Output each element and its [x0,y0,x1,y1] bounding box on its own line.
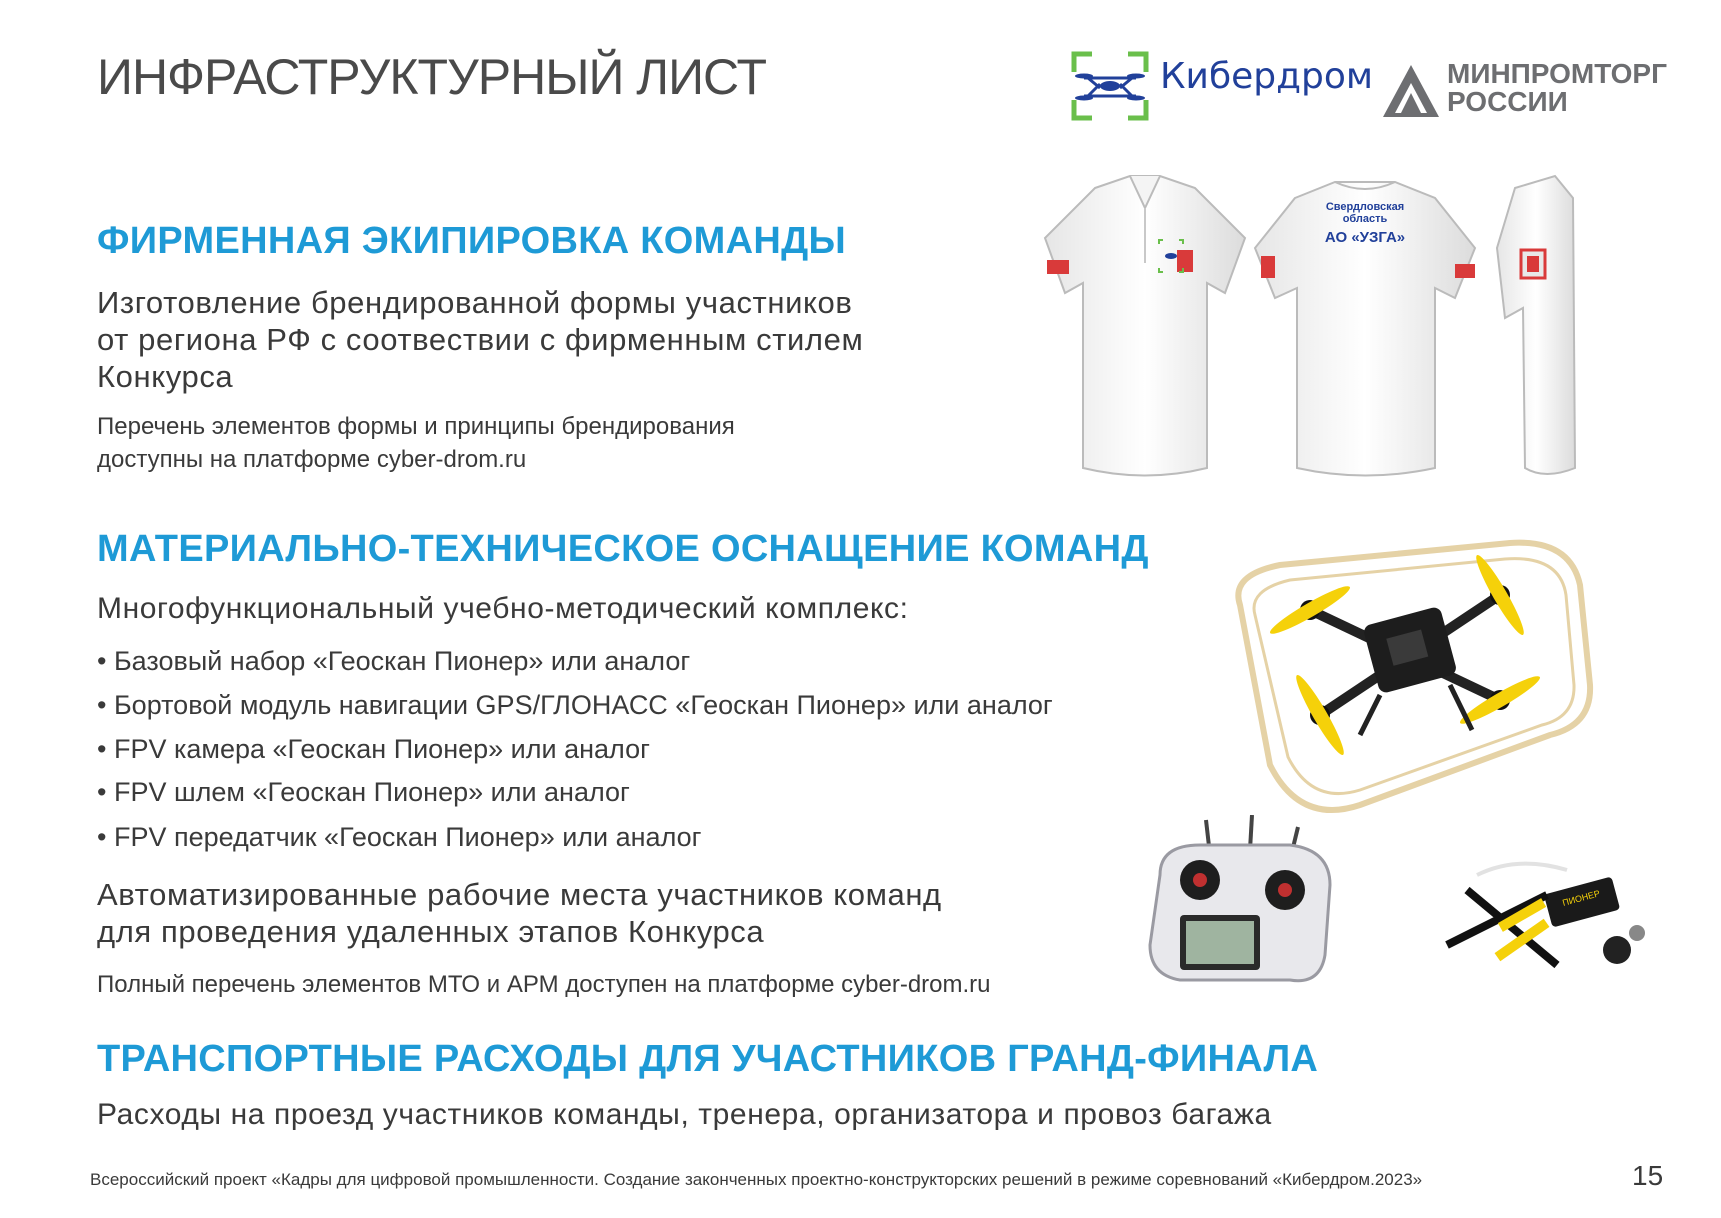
equipment-bullet: • FPV шлем «Геоскан Пионер» или аналог [97,777,630,807]
section-uniform-text-line: от региона РФ с соотвествии с фирменным стилем [97,322,864,357]
shirt-front [1045,176,1245,476]
minpromtorg-logo [1381,63,1441,119]
section-equipment-text-line: Автоматизированные рабочие места участников команд [97,877,942,912]
fpv-kit-box-label: ПИОНЕР [1561,888,1602,908]
shirt-back-company: АО «УЗГА» [1324,229,1406,246]
equipment-bullet: • FPV передатчик «Геоскан Пионер» или аналог [97,822,702,852]
section-equipment-title: МАТЕРИАЛЬНО-ТЕХНИЧЕСКОЕ ОСНАЩЕНИЕ КОМАНД [97,528,1149,570]
remote-controller-image [1140,815,1335,990]
section-uniform-text-line: Изготовление брендированной формы участников [97,285,853,320]
section-equipment-text-line: для проведения удаленных этапов Конкурса [97,914,765,949]
section-uniform-text-line: Конкурса [97,359,234,394]
shirt-side [1497,176,1575,474]
footer-project-text: Всероссийский проект «Кадры для цифровой промышленности. Создание законченных проектно-конструкторских решений в режиме соревнований «Кибердром.2023» [90,1170,1423,1189]
equipment-bullet: • Бортовой модуль навигации GPS/ГЛОНАСС «Геоскан Пионер» или аналог [97,690,1053,720]
section-transport-text: Расходы на проезд участников команды, тренера, организатора и провоз багажа [97,1098,1272,1131]
section-transport-title: ТРАНСПОРТНЫЕ РАСХОДЫ ДЛЯ УЧАСТНИКОВ ГРАНД-ФИНАЛА [97,1038,1319,1080]
section-uniform-title: ФИРМЕННАЯ ЭКИПИРОВКА КОМАНДЫ [97,220,846,262]
page-number: 15 [1632,1160,1664,1191]
shirt-back-region-line1: Свердловская [1325,201,1405,213]
minpromtorg-line-2: РОССИИ [1447,86,1568,117]
minpromtorg-line-1: МИНПРОМТОРГ [1447,58,1667,89]
equipment-bullet: • FPV камера «Геоскан Пионер» или аналог [97,734,650,764]
kiberdrom-logo-text: Кибердром [1160,56,1374,97]
fpv-kit-image [1437,855,1652,980]
equipment-bullet: • Базовый набор «Геоскан Пионер» или аналог [97,646,691,676]
minpromtorg-logo-text [1447,60,1667,116]
shirt-back-region-line2: область [1342,213,1388,225]
section-uniform-note-line: доступны на платформе cyber-drom.ru [97,446,527,473]
section-uniform-note-line: Перечень элементов формы и принципы брендирования [97,413,735,440]
section-equipment-subtitle: Многофункциональный учебно-методический комплекс: [97,592,909,625]
drone-body [1267,552,1544,759]
drone-kit-image [1210,535,1600,820]
section-equipment-note: Полный перечень элементов МТО и АРМ доступен на платформе cyber-drom.ru [97,971,991,998]
section-equipment-text [97,876,942,950]
section-uniform-note [97,410,735,476]
minpromtorg-triangle-icon [1381,63,1441,119]
kiberdrom-drone-icon [1070,50,1150,122]
page-title: ИНФРАСТРУКТУРНЫЙ ЛИСТ [97,49,767,105]
shirt-back [1255,182,1475,476]
section-uniform-text [97,284,863,395]
uniform-shirts-image [1035,168,1585,483]
